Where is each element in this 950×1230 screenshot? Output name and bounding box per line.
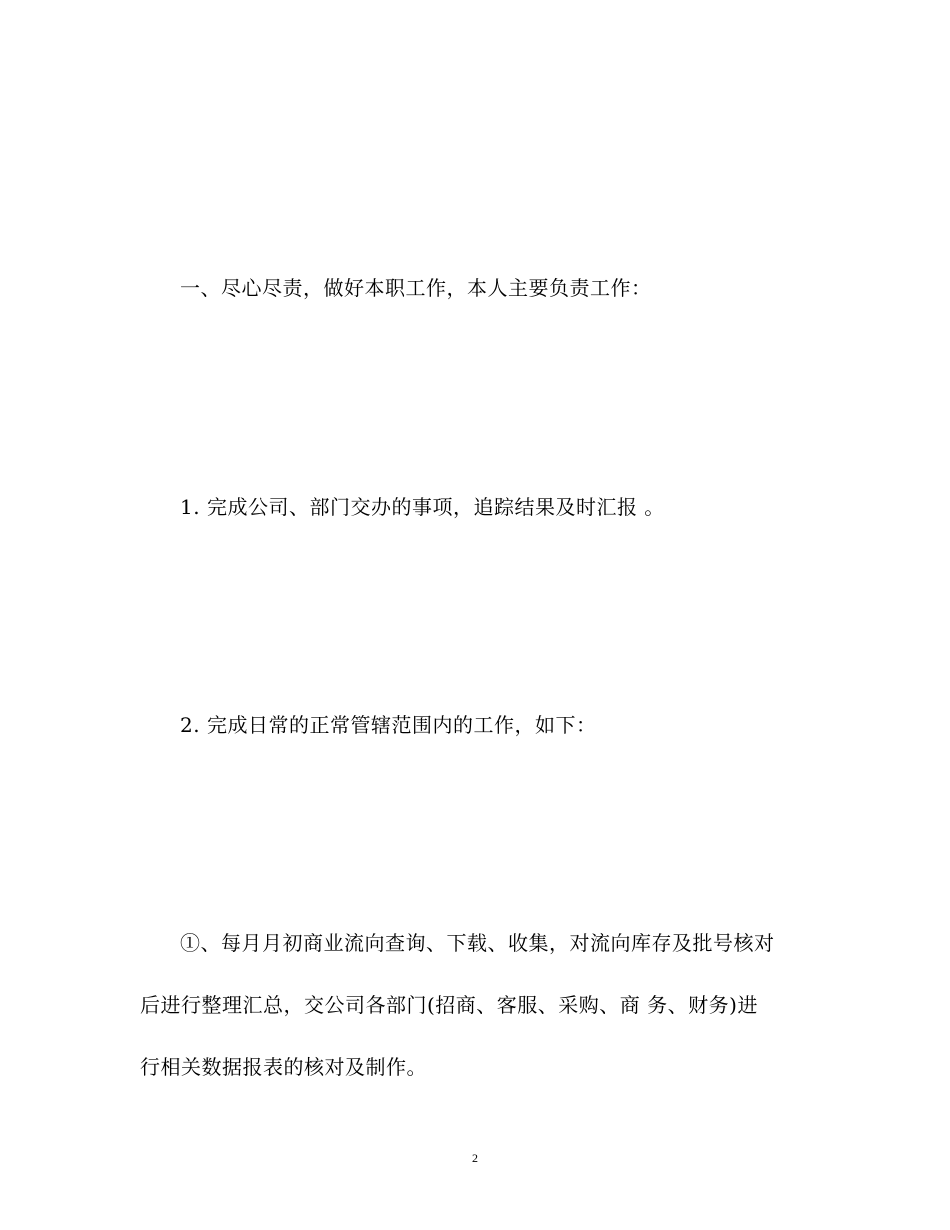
page-number: 2	[472, 1151, 478, 1165]
list-item-2: 2. 完成日常的正常管辖范围内的工作，如下：	[180, 713, 597, 737]
paragraph-line: ①、每月月初商业流向查询、下载、收集，对流向库存及批号核对	[180, 931, 775, 955]
section-heading-1: 一、尽心尽责，做好本职工作，本人主要负责工作：	[180, 276, 652, 300]
paragraph-line: 后进行整理汇总，交公司各部门(招商、客服、采购、商 务、财务)进	[140, 993, 758, 1017]
list-item-1: 1. 完成公司、部门交办的事项，追踪结果及时汇报 。	[180, 495, 665, 519]
sub-item-1-paragraph	[140, 933, 830, 1119]
paragraph-line: 行相关数据报表的核对及制作。	[140, 1055, 427, 1079]
